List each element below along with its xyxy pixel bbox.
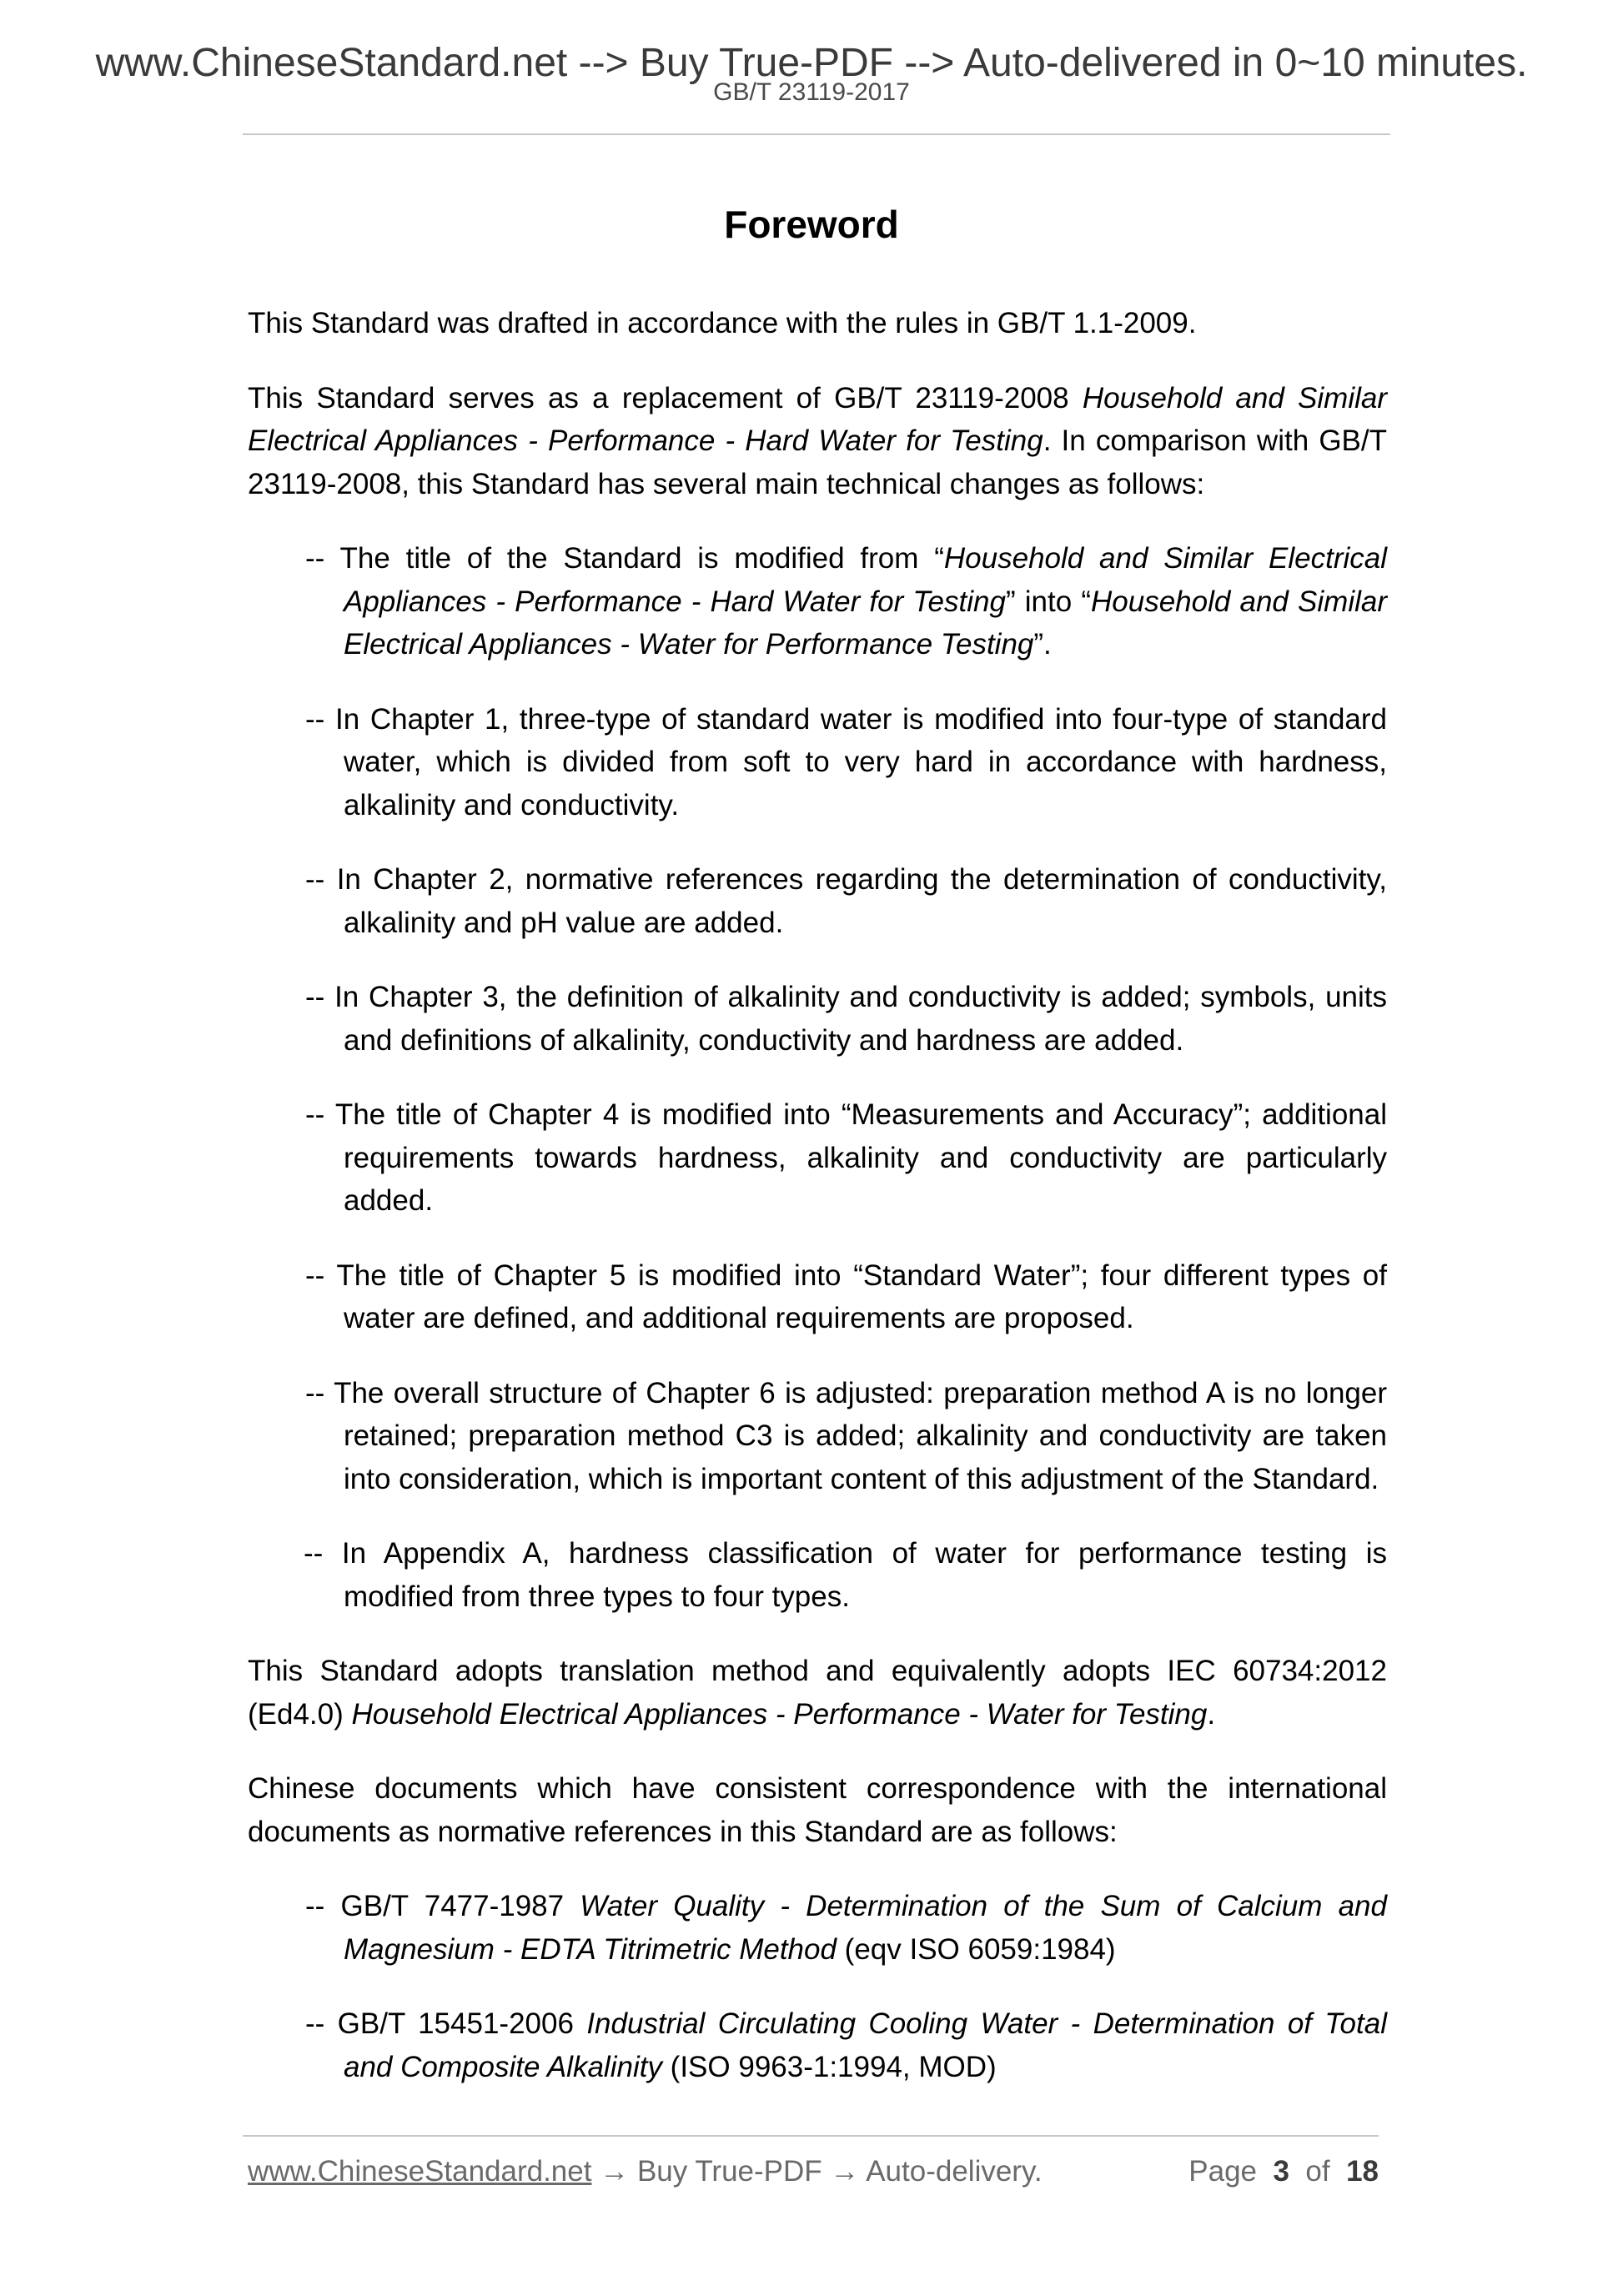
change-item-chapter-1: -- In Chapter 1, three-type of standard water is modified into four-type of standard water, which is divided from soft to very hard in accordance with hardness, alkalinity and conductivity. (305, 702, 1387, 821)
change-item-title (248, 537, 1387, 666)
arrow-right-icon: → (830, 2155, 860, 2188)
reference-code: -- GB/T 15451-2006 (305, 2007, 587, 2040)
footer (248, 2152, 1379, 2192)
footer-divider (243, 2135, 1379, 2137)
change-text: ” into “ (1005, 585, 1091, 618)
footer-buy-text: Buy True-PDF (636, 2155, 822, 2188)
change-text: -- The title of the Standard is modified from “ (305, 542, 944, 575)
change-item-chapter-3: -- In Chapter 3, the definition of alkalinity and conductivity is added; symbols, units and definitions of alkalinity, conductivity and hardness are added. (305, 981, 1387, 1057)
arrow-right-icon: → (600, 2155, 630, 2188)
change-item-appendix-a: -- In Appendix A, hardness classification of water for performance testing is modified from three types to four types. (304, 1537, 1387, 1613)
reference-item (248, 1885, 1387, 1971)
reference-code: -- GB/T 7477-1987 (305, 1890, 580, 1922)
reference-title: Industrial Circulating Cooling Water - Determination of Total and Composite Alkalinity (344, 2007, 1387, 2083)
page-title: Foreword (724, 203, 899, 246)
replaced-standard-title: Household and Similar Electrical Appliances - Performance - Hard Water for Testing (248, 381, 1387, 457)
adoption-text-end: . (1207, 1697, 1216, 1731)
page-label: Page (1188, 2155, 1258, 2188)
foreword-body (248, 302, 1387, 2120)
header-divider (243, 133, 1390, 135)
paragraph-drafting-rules: This Standard was drafted in accordance with the rules in GB/T 1.1-2009. (248, 307, 1197, 339)
paragraph-replacement (248, 377, 1387, 506)
page-number: 3 (1273, 2155, 1289, 2188)
replacement-text-end: . In comparison with GB/T 23119-2008, this Standard has several main technical changes as follows: (248, 425, 1387, 500)
footer-site-link[interactable]: www.ChineseStandard.net (248, 2155, 592, 2188)
footer-delivery-text: Auto-delivery. (866, 2155, 1043, 2188)
paragraph-references-intro: Chinese documents which have consistent correspondence with the international documents as normative references in this Standard are as follows: (248, 1772, 1387, 1848)
reference-equivalence: (ISO 9963-1:1994, MOD) (661, 2050, 997, 2083)
reference-item (248, 2002, 1387, 2088)
header-banner: www.ChineseStandard.net --> Buy True-PDF --> Auto-delivered in 0~10 minutes. (95, 41, 1528, 85)
change-text: ”. (1033, 628, 1052, 661)
old-title: Household and Similar Electrical Appliances - Performance - Hard Water for Testing (344, 542, 1387, 618)
reference-title: Water Quality - Determination of the Sum of Calcium and Magnesium - EDTA Titrimetric Method (344, 1890, 1387, 1966)
of-label: of (1305, 2155, 1330, 2188)
change-item-chapter-4: -- The title of Chapter 4 is modified into “Measurements and Accuracy”; additional requirements towards hardness, alkalinity and conductivity are particularly added. (305, 1098, 1387, 1217)
change-item-chapter-5: -- The title of Chapter 5 is modified into “Standard Water”; four different types of water are defined, and additional requirements are proposed. (305, 1259, 1387, 1334)
paragraph-adoption (248, 1650, 1387, 1736)
iec-standard-title: Household Electrical Appliances - Performance - Water for Testing (351, 1697, 1208, 1731)
new-title: Household and Similar Electrical Appliances - Water for Performance Testing (344, 585, 1387, 661)
change-item-chapter-2: -- In Chapter 2, normative references regarding the determination of conductivity, alkalinity and pH value are added. (305, 863, 1387, 939)
change-item-chapter-6: -- The overall structure of Chapter 6 is adjusted: preparation method A is no longer retained; preparation method C3 is added; alkalinity and conductivity are taken into consideration, which is important content of this adjustment of the Standard. (305, 1376, 1387, 1495)
page-indicator (1188, 2152, 1379, 2192)
adoption-text: This Standard adopts translation method and equivalently adopts IEC 60734:2012 (Ed4.0) (248, 1655, 1387, 1731)
replacement-text: This Standard serves as a replacement of GB/T 23119-2008 (248, 381, 1083, 414)
reference-equivalence: (eqv ISO 6059:1984) (836, 1932, 1116, 1966)
standard-code: GB/T 23119-2017 (713, 78, 910, 106)
total-pages: 18 (1346, 2155, 1379, 2188)
